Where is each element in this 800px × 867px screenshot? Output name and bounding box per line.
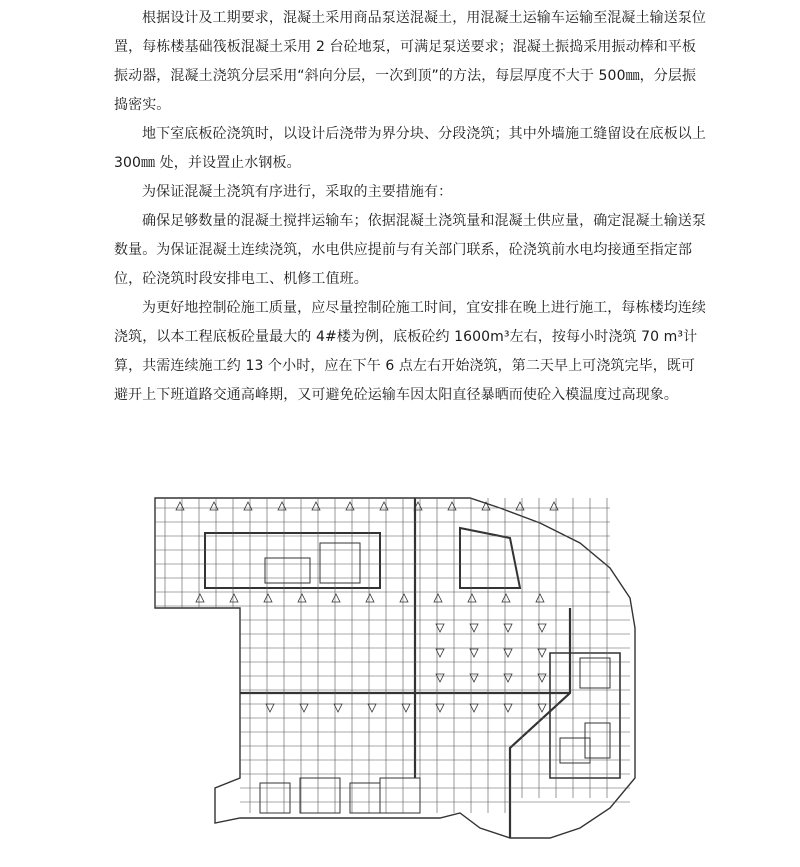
marker-triangle [468,594,476,602]
marker-triangle [278,502,286,510]
marker-triangle [434,594,442,602]
paragraph-schedule: 为更好地控制砼施工质量，应尽量控制砼施工时间，宜安排在晚上进行施工，每栋楼均连续浇筑，以本工程底板砼量最大的 4#楼为例，底板砼约 1600m³左右，按每小时浇筑 70 m³计算，共需连续施工约 13 个小时，应在下午 6 点左右开始浇筑，第二天早上可浇筑完毕，既可避开上下班道路交通高峰期，又可避免砼运输车因太阳直径暴晒而使砼入模温度过高现象。 [114,300,706,403]
marker-triangle [380,502,388,510]
marker-triangle [230,594,238,602]
plan-building-blocks [260,543,610,813]
paragraph-measures-intro: 为保证混凝土浇筑有序进行，采取的主要措施有： [142,184,453,200]
document-body [114,4,706,410]
marker-triangle [550,502,558,510]
marker-triangle [244,502,252,510]
marker-triangle [516,502,524,510]
paragraph-truck-supply: 确保足够数量的混凝土搅拌运输车；依据混凝土浇筑量和混凝土供应量，确定混凝土输送泵数量。为保证混凝土连续浇筑，水电供应提前与有关部门联系，砼浇筑前水电均接通至指定部位，砼浇筑时段安排电工、机修工值班。 [114,213,706,287]
marker-triangle [366,594,374,602]
paragraph-pouring-method: 根据设计及工期要求，混凝土采用商品泵送混凝土，用混凝土运输车运输至混凝土输送泵位置，每栋楼基础筏板混凝土采用 2 台砼地泵，可满足泵送要求；混凝土振捣采用振动棒和平板振动器，混凝土浇筑分层采用“斜向分层，一次到顶”的方法，每层厚度不大于 500㎜，分层振捣密实。 [114,10,706,113]
marker-triangle [176,502,184,510]
foundation-plan-drawing [140,478,640,858]
paragraph-basement-slab: 地下室底板砼浇筑时，以设计后浇带为界分块、分段浇筑；其中外墙施工缝留设在底板以上 300㎜ 处，并设置止水钢板。 [114,126,706,171]
plan-grid-lines [155,498,630,813]
marker-triangle [536,594,544,602]
marker-triangle [210,502,218,510]
marker-triangle [346,502,354,510]
marker-triangle [448,502,456,510]
marker-triangle [332,594,340,602]
marker-triangle [298,594,306,602]
foundation-plan-svg [140,478,640,858]
marker-triangle [312,502,320,510]
marker-triangle [502,594,510,602]
plan-outline [155,498,635,838]
marker-triangle [264,594,272,602]
marker-triangle [400,594,408,602]
marker-triangle [196,594,204,602]
